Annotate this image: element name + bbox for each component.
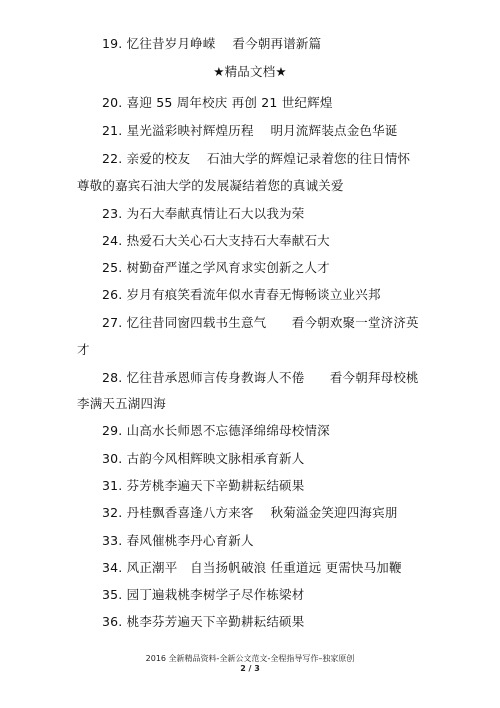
footer-source: 2016 全新精品资料-全新公文范文-全程指导写作–独家原创 [145,654,355,663]
slogan-26: 26. 岁月有痕笑看流年似水青春无悔畅谈立业兴邦 [102,287,381,302]
header-banner: ★精品文档★ [213,64,287,79]
slogan-35: 35. 园丁遍栽桃李树学子尽作栋梁材 [102,587,305,602]
slogan-27-continued: 才 [77,342,90,357]
slogan-29: 29. 山高水长师恩不忘德泽绵绵母校情深 [102,423,330,438]
slogan-28: 28. 忆往昔承恩师言传身教诲人不倦 看今朝拜母校桃 [102,370,419,385]
slogan-34: 34. 风正潮平 自当扬帆破浪 任重道远 更需快马加鞭 [102,560,402,575]
slogan-32: 32. 丹桂飘香喜逢八方来客 秋菊溢金笑迎四海宾朋 [102,505,398,520]
slogan-33: 33. 春风催桃李丹心育新人 [102,533,254,548]
slogan-21: 21. 星光溢彩映衬辉煌历程 明月流辉装点金色华诞 [102,123,398,138]
slogan-24: 24. 热爱石大关心石大支持石大奉献石大 [102,233,330,248]
slogan-31: 31. 芬芳桃李遍天下辛勤耕耘结硕果 [102,478,305,493]
slogan-28-continued: 李满天五湖四海 [77,396,166,411]
slogan-20: 20. 喜迎 55 周年校庆 再创 21 世纪辉煌 [102,95,333,110]
slogan-22-continued: 尊敬的嘉宾石油大学的发展凝结着您的真诚关爱 [77,178,344,193]
slogan-19: 19. 忆往昔岁月峥嵘 看今朝再谱新篇 [102,36,322,51]
page-number: 2 / 3 [240,664,260,673]
slogan-22: 22. 亲爱的校友 石油大学的辉煌记录着您的往日情怀 [102,151,411,166]
slogan-27: 27. 忆往昔同窗四载书生意气 看今朝欢聚一堂济济英 [102,315,419,330]
slogan-23: 23. 为石大奉献真情让石大以我为荣 [102,206,305,221]
slogan-36: 36. 桃李芬芳遍天下辛勤耕耘结硕果 [102,614,305,629]
slogan-25: 25. 树勤奋严谨之学风育求实创新之人才 [102,260,330,275]
slogan-30: 30. 古韵今风相辉映文脉相承育新人 [102,451,305,466]
